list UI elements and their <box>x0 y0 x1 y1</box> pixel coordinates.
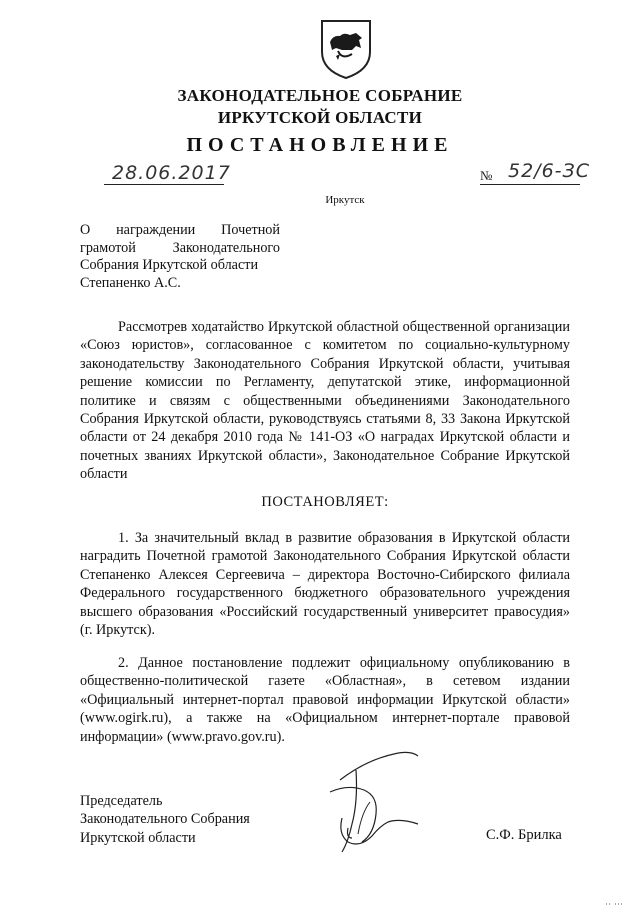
organization-title-line2: ИРКУТСКОЙ ОБЛАСТИ <box>217 108 423 127</box>
coat-of-arms-emblem-icon <box>318 18 374 80</box>
chairman-title-line: Законодательного Собрания <box>80 811 250 828</box>
document-date: 28.06.2017 <box>112 162 231 184</box>
document-city: Иркутск <box>325 194 365 206</box>
document-type-title: ПОСТАНОВЛЕНИЕ <box>186 134 454 156</box>
subject-line: грамотой Законодательного <box>80 239 280 256</box>
chairman-title <box>80 792 250 847</box>
number-underline <box>480 184 580 185</box>
number-label: № <box>480 168 493 183</box>
document-date-field <box>112 162 231 186</box>
chairman-title-line: Председатель <box>80 793 163 809</box>
organization-title-line1: ЗАКОНОДАТЕЛЬНОЕ СОБРАНИЕ <box>177 86 463 105</box>
handwritten-signature-icon <box>318 732 428 882</box>
date-underline <box>104 184 224 185</box>
decree-heading: ПОСТАНОВЛЯЕТ: <box>261 494 389 510</box>
scan-mark <box>604 895 624 903</box>
document-subject <box>80 222 280 292</box>
decree-item-2: 2. Данное постановление подлежит официальному опубликованию в общественно-политической газете «Областная», в сетевом издании «Официальный интернет-портал правовой информации Иркутской области» (www.ogirk.ru), а также на «Официальном интернет-портале правовой информации» (www.pravo.gov.ru). <box>80 655 570 745</box>
subject-line: Степаненко А.С. <box>80 274 181 291</box>
decree-item-1: 1. За значительный вклад в развитие образования в Иркутской области наградить Почетной грамотой Законодательного Собрания Иркутской области Степаненко Алексея Сергеевича – директора Восточно-Сибирского филиала Федерального государственного бюджетного образовательного учреждения высшего образования «Российский государственный университет правосудия» (г. Иркутск). <box>80 530 570 639</box>
signer-name: С.Ф. Брилка <box>486 827 562 843</box>
preamble-paragraph: Рассмотрев ходатайство Иркутской областной общественной организации «Союз юристов», согласованное с комитетом по социально-культурному законодательству Законодательного Собрания Иркутской области, учитывая решение комиссии по Регламенту, депутатской этике, информационной политике и связям с общественными объединениями Законодательного Собрания Иркутской области, руководствуясь статьями 8, 33 Закона Иркутской области от 24 декабря 2010 года № 141-ОЗ «О наградах Иркутской области и почетных званиях Иркутской области», Законодательное Собрание Иркутской области <box>80 319 570 483</box>
subject-line: О награждении Почетной <box>80 222 280 238</box>
chairman-title-line: Иркутской области <box>80 829 196 846</box>
document-number: 52/6-ЗС <box>508 160 590 182</box>
subject-line: Собрания Иркутской области <box>80 257 259 273</box>
